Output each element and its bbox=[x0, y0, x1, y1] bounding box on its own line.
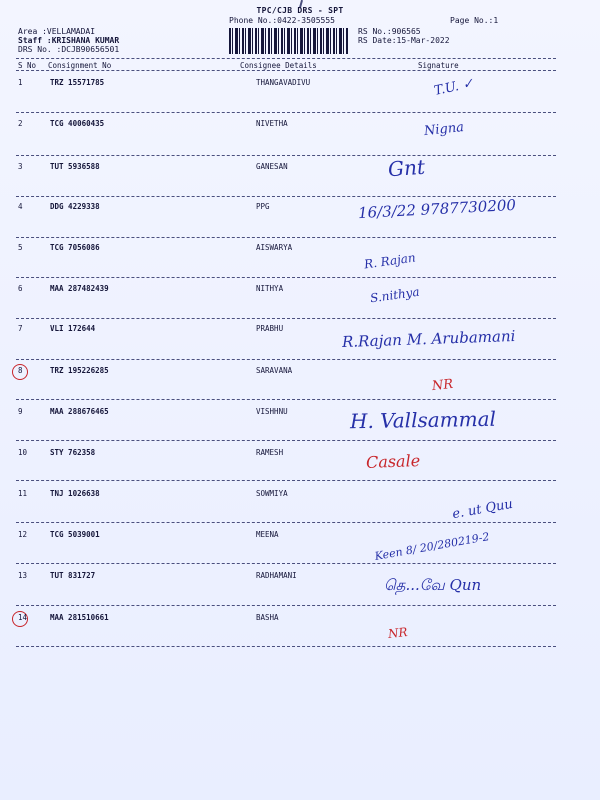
row-signature: தெ...வே Qun bbox=[384, 576, 482, 594]
row-consignee: PPG bbox=[256, 202, 270, 211]
rs-date: RS Date:15-Mar-2022 bbox=[358, 36, 450, 45]
row-divider bbox=[16, 155, 556, 156]
row-consignee: SARAVANA bbox=[256, 366, 293, 375]
row-consignment: MAA 287482439 bbox=[50, 284, 109, 293]
row-consignment: TUT 831727 bbox=[50, 571, 96, 580]
row-consignee: GANESAN bbox=[256, 162, 288, 171]
header-rule bbox=[16, 58, 556, 59]
row-signature: Keen 8/ 20/280219-2 bbox=[373, 530, 491, 563]
row-consignment: MAA 281510661 bbox=[50, 613, 109, 622]
row-consignee: NIVETHA bbox=[256, 119, 288, 128]
row-consignee: RADHAMANI bbox=[256, 571, 297, 580]
row-consignment: MAA 288676465 bbox=[50, 407, 109, 416]
row-sno: 11 bbox=[18, 489, 28, 498]
area-label: Area :VELLAMADAI bbox=[18, 27, 96, 36]
row-consignee: VISHHNU bbox=[256, 407, 288, 416]
row-consignee: THANGAVADIVU bbox=[256, 78, 311, 87]
row-sno: 14 bbox=[18, 613, 28, 622]
row-sno: 1 bbox=[18, 78, 23, 87]
row-signature: 16/3/22 9787730200 bbox=[357, 195, 517, 223]
row-sno: 5 bbox=[18, 243, 23, 252]
row-consignee: PRABHU bbox=[256, 324, 284, 333]
row-sno: 8 bbox=[18, 366, 23, 375]
row-consignee: NITHYA bbox=[256, 284, 284, 293]
row-sno: 12 bbox=[18, 530, 28, 539]
row-divider bbox=[16, 563, 556, 564]
row-signature: e. ut Quu bbox=[451, 496, 514, 523]
row-divider bbox=[16, 605, 556, 606]
row-consignment: TUT 5936588 bbox=[50, 162, 100, 171]
row-signature: Casale bbox=[365, 451, 421, 472]
row-divider bbox=[16, 646, 556, 647]
row-signature: NR bbox=[387, 625, 409, 641]
row-signature: T.U. ✓ bbox=[432, 76, 475, 99]
row-consignment: TCG 40060435 bbox=[50, 119, 105, 128]
row-sno: 13 bbox=[18, 571, 28, 580]
row-sno: 7 bbox=[18, 324, 23, 333]
row-consignee: BASHA bbox=[256, 613, 279, 622]
row-divider bbox=[16, 196, 556, 197]
column-header-consignment: Consignment No bbox=[48, 61, 112, 70]
row-consignment: STY 762358 bbox=[50, 448, 96, 457]
phone-number: Phone No.:0422-3505555 bbox=[229, 16, 335, 25]
row-divider bbox=[16, 522, 556, 523]
column-header-sno: S No bbox=[18, 61, 37, 70]
row-consignment: TCG 7056086 bbox=[50, 243, 100, 252]
row-sno: 2 bbox=[18, 119, 23, 128]
row-divider bbox=[16, 359, 556, 360]
row-sno: 9 bbox=[18, 407, 23, 416]
row-divider bbox=[16, 480, 556, 481]
row-sno: 3 bbox=[18, 162, 23, 171]
row-divider bbox=[16, 112, 556, 113]
page-number: Page No.:1 bbox=[450, 16, 499, 25]
row-divider bbox=[16, 277, 556, 278]
row-consignee: RAMESH bbox=[256, 448, 284, 457]
row-divider bbox=[16, 399, 556, 400]
row-signature: R.Rajan M. Arubamani bbox=[341, 326, 516, 352]
row-consignment: TRZ 195226285 bbox=[50, 366, 109, 375]
row-signature: Gnt bbox=[387, 154, 426, 182]
row-signature: S.nithya bbox=[369, 284, 421, 306]
row-consignee: MEENA bbox=[256, 530, 279, 539]
row-signature: R. Rajan bbox=[363, 250, 417, 272]
column-header-signature: Signature bbox=[418, 61, 459, 70]
drs-number: DRS No. :DCJB90656501 bbox=[18, 45, 120, 54]
row-consignment: TRZ 15571785 bbox=[50, 78, 105, 87]
column-header-rule bbox=[16, 70, 556, 71]
row-signature: NR bbox=[431, 376, 454, 395]
column-header-consignee: Consignee Details bbox=[240, 61, 317, 70]
row-sno: 4 bbox=[18, 202, 23, 211]
row-divider bbox=[16, 237, 556, 238]
rs-number: RS No.:906565 bbox=[358, 27, 421, 36]
sheet-title: TPC/CJB DRS - SPT bbox=[256, 6, 344, 15]
barcode bbox=[229, 28, 349, 54]
row-divider bbox=[16, 318, 556, 319]
row-consignee: SOWMIYA bbox=[256, 489, 288, 498]
row-consignment: TCG 5039001 bbox=[50, 530, 100, 539]
row-signature: H. Vallsammal bbox=[349, 406, 497, 434]
row-sno: 10 bbox=[18, 448, 28, 457]
row-sno: 6 bbox=[18, 284, 23, 293]
row-consignment: DDG 4229338 bbox=[50, 202, 100, 211]
row-divider bbox=[16, 440, 556, 441]
row-signature: Nigna bbox=[423, 119, 465, 140]
staff-label: Staff :KRISHANA KUMAR bbox=[18, 36, 120, 45]
row-consignment: TNJ 1026638 bbox=[50, 489, 100, 498]
row-consignee: AISWARYA bbox=[256, 243, 293, 252]
row-consignment: VLI 172644 bbox=[50, 324, 96, 333]
